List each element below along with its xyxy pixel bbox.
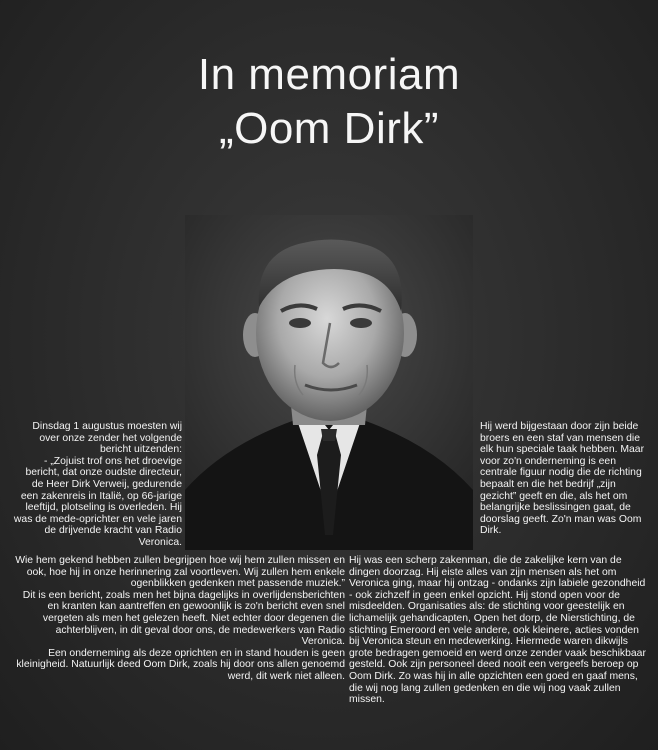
paragraph: Een onderneming als deze oprichten en in stand houden is geen kleinigheid. Natuurlijk deed Oom Dirk, zoals hij door ons allen genoemd werd, dit werk niet alleen. xyxy=(16,647,345,682)
right-column-top xyxy=(480,421,648,537)
title-line-2: „Oom Dirk” xyxy=(218,104,440,153)
title-line-1: In memoriam xyxy=(197,50,461,99)
paragraph: - „Zojuist trof ons het droevige bericht, dat onze oudste directeur, de Heer Dirk Verweij, gedurende een zakenreis in Italië, op 66-jarige leeftijd, plotseling is overleden. Hij was de mede-oprichter en vele jaren de drijvende kracht van Radio Veronica. xyxy=(13,455,182,548)
page-title xyxy=(0,48,658,156)
left-column-bottom xyxy=(12,555,345,683)
paragraph: Dinsdag 1 augustus moesten wij over onze zender het volgende bericht uitzenden: xyxy=(32,421,182,456)
paragraph: Hij was een scherp zakenman, die de zakelijke kern van de dingen doorzag. Hij eiste alles van zijn mensen als het om Veronica ging, maar hij ontzag - ondanks zijn labiele gezondheid - ook zichzelf in geen enkel opzicht. Hij stond open voor de misdeelden. Organisaties als: de stichting voor geestelijk en lichamelijk gehandicapten, Open het dorp, de Nierstichting, de stichting Emeroord en vele andere, ook kleinere, acties vonden bij Veronica steun en medewerking. Hiermede waren dikwijls grote bedragen gemoeid en werd onze zender vaak beschikbaar gesteld. Ook zijn personeel deed nooit een vergeefs beroep op Oom Dirk. Zo was hij in alle opzichten een goed en gaaf mens, die wij nog lang zullen gedenken en die wij nog vaak zullen missen. xyxy=(349,555,646,706)
paragraph: Dit is een bericht, zoals men het bijna dagelijks in overlijdensberichten en kranten kan aantreffen en gewoonlijk is zo'n bericht even snel vergeten als men het gelezen heeft. Niet echter door degenen die achterblijven, in dit geval door ons, de medewerkers van Radio Veronica. xyxy=(22,589,345,648)
left-column-top xyxy=(12,421,182,549)
paragraph: Wie hem gekend hebben zullen begrijpen hoe wij hem zullen missen en ook, hoe hij in onze herinnering zal voortleven. Wij zullen hem enkele ogenblikken gedenken met passende muziek.” xyxy=(15,555,345,590)
portrait-photo xyxy=(185,215,473,550)
paragraph: Hij werd bijgestaan door zijn beide broers en een staf van mensen die elk hun speciale taak hebben. Maar voor zo'n onderneming is een centrale figuur nodig die de richting bepaalt en die het bedrijf „zijn gezicht” geeft en die, als het om belangrijke beslissingen gaat, de doorslag geeft. Zo'n man was Oom Dirk. xyxy=(480,421,645,537)
right-column-bottom xyxy=(349,555,649,706)
